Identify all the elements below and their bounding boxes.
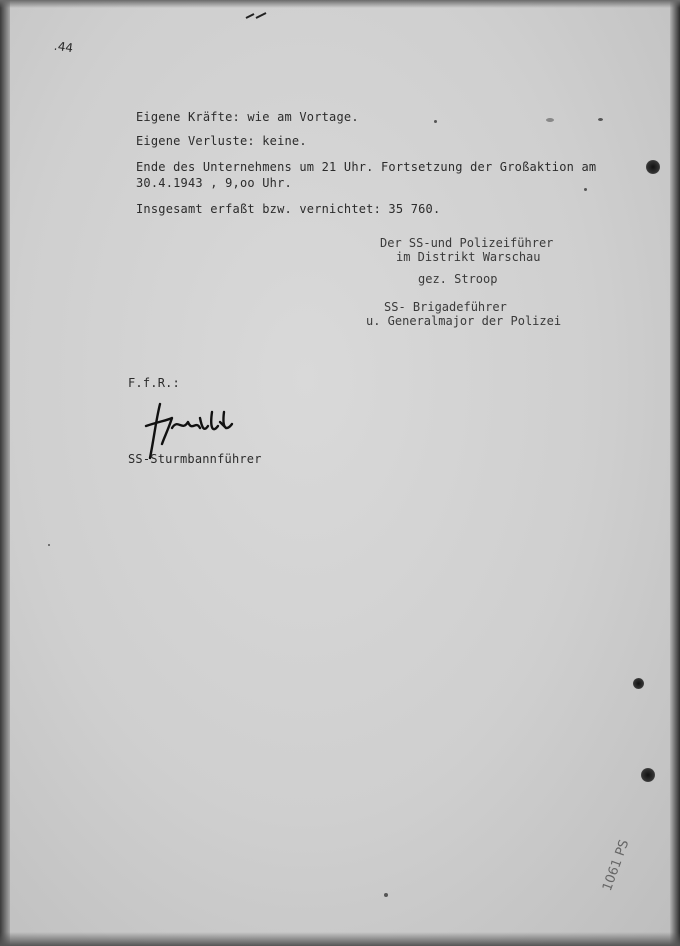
archive-number: 1061 PS — [600, 837, 633, 894]
scan-edge-left — [0, 0, 10, 946]
punch-hole — [646, 160, 660, 174]
scan-edge-top — [0, 0, 680, 8]
signatory-rank-2: u. Generalmajor der Polizei — [366, 314, 562, 328]
certification-label: F.f.R.: — [128, 376, 180, 390]
punch-hole — [633, 678, 644, 689]
own-losses-line: Eigene Verluste: keine. — [136, 134, 307, 148]
total-line: Insgesamt erfaßt bzw. vernichtet: 35 760. — [136, 202, 441, 216]
operation-end-line-2: 30.4.1943 , 9,oo Uhr. — [136, 176, 292, 190]
punch-hole — [641, 768, 655, 782]
own-forces-line: Eigene Kräfte: wie am Vortage. — [136, 110, 359, 124]
operation-end-line-1: Ende des Unternehmens um 21 Uhr. Fortsetzung der Großaktion am — [136, 160, 597, 174]
scan-edge-bottom — [0, 932, 680, 946]
signatory-title-2: im Distrikt Warschau — [396, 250, 541, 264]
scan-speck — [598, 118, 603, 121]
scan-speck — [48, 544, 50, 546]
signed-name: gez. Stroop — [418, 272, 498, 286]
signatory-title-1: Der SS-und Polizeiführer — [380, 236, 554, 250]
scan-speck — [546, 118, 554, 122]
signatory-rank-1: SS- Brigadeführer — [384, 300, 507, 314]
top-pen-mark — [244, 12, 274, 20]
scan-speck — [584, 188, 587, 191]
scan-speck — [384, 893, 388, 897]
scan-edge-right — [670, 0, 680, 946]
certifier-rank: SS-Sturmbannführer — [128, 452, 262, 466]
folio-number: .44 — [53, 38, 74, 56]
scan-speck — [434, 120, 437, 123]
